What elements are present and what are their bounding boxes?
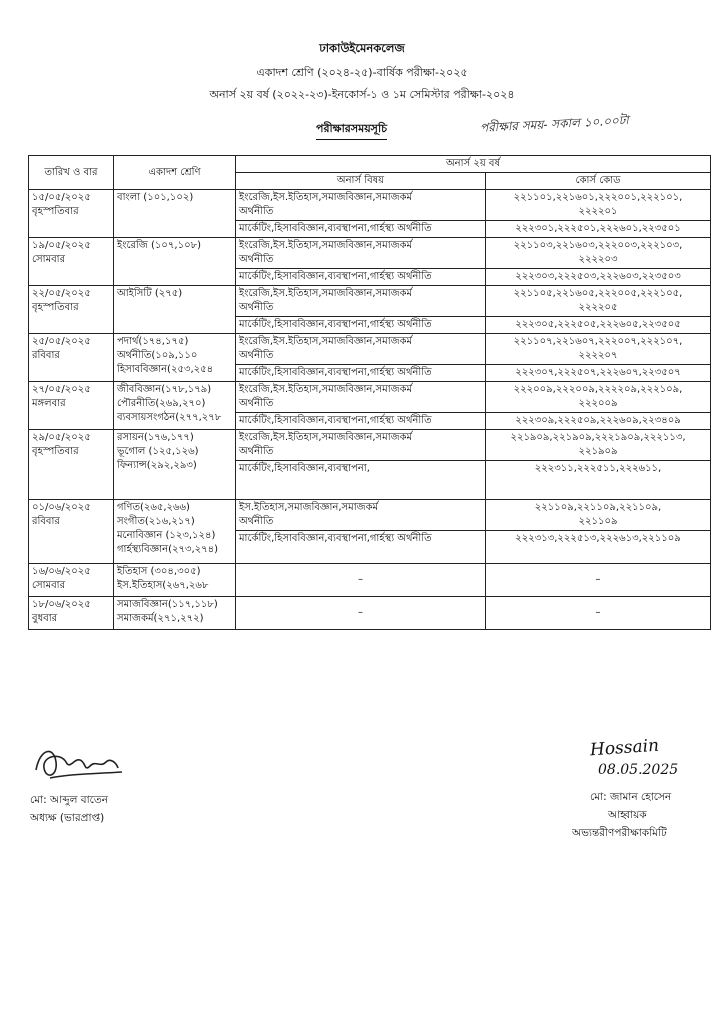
xi-subject-cell (114, 238, 236, 286)
cell-line: অর্থনীতি (239, 516, 274, 527)
course-code-cell (486, 238, 711, 269)
cell-line: ২২২৩১১,২২২৫১১,২২২৬১১, (534, 463, 662, 474)
cell-line: অর্থনীতি (239, 446, 274, 457)
exam-day: বৃহস্পতিবার (32, 302, 79, 313)
cell-line: মার্কেটিং,হিসাববিজ্ঞান,ব্যবস্থাপনা,গার্হস্থ্য অর্থনীতি (239, 533, 432, 544)
cell-line: রসায়ন(১৭৬,১৭৭) (117, 432, 194, 443)
cell-line: ২২১৯০৯ (578, 446, 618, 457)
course-code-cell (486, 286, 711, 317)
cell-line: ২২২২০১ (578, 206, 618, 217)
convener-handwritten-signature: Hossain (589, 735, 660, 761)
exam-date: ১৬/০৬/২০২৫ (32, 566, 91, 577)
cell-line: গণিত(২৬৫,২৬৬) (117, 502, 190, 513)
handwritten-time-note: পরীক্ষার সময়- সকাল ১০.০০টা (479, 113, 630, 135)
table-row (29, 597, 711, 630)
cell-line: অর্থনীতি (239, 398, 274, 409)
date-cell (29, 334, 114, 382)
college-name: ঢাকাউইমেনকলেজ (319, 41, 405, 55)
cell-line: সংগীত(২১৬,২১৭) (117, 516, 195, 527)
honours-subject-cell: – (236, 564, 486, 597)
honours-subject-cell (236, 413, 486, 430)
table-row (29, 190, 711, 221)
exam-date: ০১/০৬/২০২৫ (32, 502, 91, 513)
header-honours: অনার্স ২য় বর্ষ (236, 156, 711, 173)
exam-date: ১৯/০৫/২০২৫ (32, 240, 91, 251)
cell-line: ২২২৩০৩,২২২৫০৩,২২২৬০৩,২২৩৫০৩ (515, 271, 681, 282)
cell-line: ২২১১০৯,২২১১০৯,২২১১০৯, (534, 502, 662, 513)
cell-line: ইংরেজি,ইস.ইতিহাস,সমাজবিজ্ঞান,সমাজকর্ম (239, 192, 413, 203)
course-code-cell (486, 190, 711, 221)
exam-date: ১৮/০৬/২০২৫ (32, 599, 91, 610)
course-code-cell: – (486, 564, 711, 597)
cell-line: অর্থনীতি (239, 206, 274, 217)
date-cell (29, 382, 114, 430)
cell-line: ২২১৯০৯,২২১৯০৯,২২২১৯০৯,২২২১১৩, (510, 432, 686, 443)
honours-subject-cell (236, 221, 486, 238)
course-code-cell (486, 334, 711, 365)
cell-line: ২২১১০৩,২২১৬০৩,২২২০০৩,২২২১০৩, (513, 240, 683, 251)
principal-title: অধ্যক্ষ (ভারপ্রাপ্ত) (30, 812, 105, 824)
cell-line: ইস.ইতিহাস(২৬৭,২৬৮ (117, 580, 209, 591)
honours-subject-cell (236, 382, 486, 413)
honours-subject-cell (236, 531, 486, 564)
table-row (29, 500, 711, 531)
cell-line: জীববিজ্ঞান(১৭৮,১৭৯) (117, 384, 212, 395)
cell-line: ২২২২০৫ (578, 302, 618, 313)
header-date: তারিখ ও বার (29, 156, 114, 190)
committee-name: অভ্যন্তরীণপরীক্ষাকমিটি (572, 827, 667, 839)
cell-line: মার্কেটিং,হিসাববিজ্ঞান,ব্যবস্থাপনা,গার্হস্থ্য অর্থনীতি (239, 223, 432, 234)
date-cell (29, 564, 114, 597)
cell-line: ইংরেজি,ইস.ইতিহাস,সমাজবিজ্ঞান,সমাজকর্ম (239, 288, 413, 299)
course-code-cell (486, 413, 711, 430)
cell-line: ইংরেজি,ইস.ইতিহাস,সমাজবিজ্ঞান,সমাজকর্ম (239, 432, 413, 443)
exam-day: রবিবার (32, 516, 60, 527)
xi-subject-cell (114, 564, 236, 597)
exam-date: ২৯/০৫/২০২৫ (32, 432, 91, 443)
cell-line: ২২২৩০৯,২২২৫০৯,২২২৬০৯,২২৩৪০৯ (515, 415, 681, 426)
honours-subject-cell (236, 430, 486, 461)
honours-subject-cell (236, 334, 486, 365)
date-cell (29, 430, 114, 500)
cell-line: ২২২৩০৫,২২২৫০৫,২২২৬০৫,২২৩৫০৫ (515, 319, 681, 330)
convener-name: মো: জামান হোসেন (590, 791, 672, 803)
exam-line-honours: অনার্স ২য় বর্ষ (২০২২-২৩)-ইনকোর্স-১ ও ১ম সেমিস্টার পরীক্ষা-২০২৪ (209, 88, 515, 101)
cell-line: অর্থনীতি (239, 302, 274, 313)
cell-line: গার্হস্থ্যবিজ্ঞান(২৭৩,২৭৪) (117, 544, 219, 555)
cell-line: ২২১১০৯ (578, 516, 618, 527)
date-cell (29, 500, 114, 564)
course-code-cell (486, 365, 711, 382)
xi-subject-cell (114, 190, 236, 238)
exam-schedule-table (28, 155, 711, 630)
honours-subject-cell (236, 286, 486, 317)
cell-line: ইংরেজি,ইস.ইতিহাস,সমাজবিজ্ঞান,সমাজকর্ম (239, 336, 413, 347)
table-row (29, 286, 711, 317)
exam-day: বুধবার (32, 613, 58, 624)
exam-date: ২২/০৫/২০২৫ (32, 288, 91, 299)
cell-line: ইংরেজি,ইস.ইতিহাস,সমাজবিজ্ঞান,সমাজকর্ম (239, 384, 413, 395)
table-row (29, 382, 711, 413)
exam-day: সোমবার (32, 580, 66, 591)
honours-subject-cell (236, 500, 486, 531)
honours-subject-cell (236, 238, 486, 269)
convener-title: আহ্বায়ক (608, 809, 647, 821)
cell-line: বাংলা (১০১,১০২) (117, 192, 194, 203)
cell-line: মনোবিজ্ঞান (১২৩,১২৪) (117, 530, 216, 541)
cell-line: ইংরেজি,ইস.ইতিহাস,সমাজবিজ্ঞান,সমাজকর্ম (239, 240, 413, 251)
xi-subject-cell (114, 597, 236, 630)
xi-subject-cell (114, 430, 236, 500)
cell-line: ২২২৩০১,২২২৫০১,২২২৬০১,২২৩৫০১ (515, 223, 681, 234)
schedule-title: পরীক্ষারসময়সূচি (316, 120, 387, 140)
exam-day: বৃহস্পতিবার (32, 446, 79, 457)
date-cell (29, 597, 114, 630)
exam-date: ২৭/০৫/২০২৫ (32, 384, 91, 395)
honours-subject-cell (236, 365, 486, 382)
cell-line: ফিন্যান্স(২৯২,২৯৩) (117, 460, 197, 471)
header-code: কোর্স কোড (486, 173, 711, 190)
table-row (29, 430, 711, 461)
exam-day: সোমবার (32, 254, 66, 265)
principal-signature (30, 738, 130, 788)
cell-line: ২২২০০৯ (578, 398, 618, 409)
course-code-cell: – (486, 597, 711, 630)
cell-line: মার্কেটিং,হিসাববিজ্ঞান,ব্যবস্থাপনা, (239, 463, 370, 474)
course-code-cell (486, 221, 711, 238)
cell-line: ২২১১০১,২২১৬০১,২২২০০১,২২২১০১, (513, 192, 683, 203)
cell-line: সমাজকর্ম(২৭১,২৭২) (117, 613, 204, 624)
exam-line-xi: একাদশ শ্রেণি (২০২৪-২৫)-বার্ষিক পরীক্ষা-২০২৫ (256, 66, 468, 79)
xi-subject-cell (114, 334, 236, 382)
cell-line: ২২১১০৫,২২১৬০৫,২২২০০৫,২২২১০৫, (513, 288, 683, 299)
schedule-body (29, 190, 711, 630)
exam-day: মঙ্গলবার (32, 398, 66, 409)
cell-line: ২২২০০৯,২২২০০৯,২২২২০৯,২২২১০৯, (513, 384, 683, 395)
cell-line: অর্থনীতি (239, 350, 274, 361)
principal-name: মো: আব্দুল বাতেন (30, 794, 109, 806)
cell-line: মার্কেটিং,হিসাববিজ্ঞান,ব্যবস্থাপনা,গার্হস্থ্য অর্থনীতি (239, 367, 432, 378)
table-row (29, 238, 711, 269)
cell-line: ২২২৩১৩,২২২৫১৩,২২২৬১৩,২২১১০৯ (515, 533, 681, 544)
honours-subject-cell (236, 190, 486, 221)
cell-line: ২২২৩০৭,২২২৫০৭,২২২৬০৭,২২৩৫০৭ (515, 367, 681, 378)
cell-line: মার্কেটিং,হিসাববিজ্ঞান,ব্যবস্থাপনা,গার্হস্থ্য অর্থনীতি (239, 319, 432, 330)
cell-line: ইস.ইতিহাস,সমাজবিজ্ঞান,সমাজকর্ম (239, 502, 379, 513)
honours-subject-cell (236, 461, 486, 500)
course-code-cell (486, 382, 711, 413)
header-subject: অনার্স বিষয় (236, 173, 486, 190)
cell-line: পৌরনীতি(২৬৯,২৭০) (117, 398, 206, 409)
cell-line: মার্কেটিং,হিসাববিজ্ঞান,ব্যবস্থাপনা,গার্হস্থ্য অর্থনীতি (239, 415, 432, 426)
cell-line: ইতিহাস (৩০৪,৩০৫) (117, 566, 201, 577)
course-code-cell (486, 317, 711, 334)
exam-day: বৃহস্পতিবার (32, 206, 79, 217)
cell-line: হিসাববিজ্ঞান(২৫৩,২৫৪ (117, 364, 214, 375)
cell-line: ব্যবসায়সংগঠন(২৭৭,২৭৮ (117, 412, 222, 423)
table-row (29, 564, 711, 597)
header-xi: একাদশ শ্রেণি (114, 156, 236, 190)
honours-subject-cell (236, 269, 486, 286)
course-code-cell (486, 500, 711, 531)
xi-subject-cell (114, 500, 236, 564)
cell-line: আইসিটি (২৭৫) (117, 288, 183, 299)
exam-date: ২৫/০৫/২০২৫ (32, 336, 91, 347)
xi-subject-cell (114, 382, 236, 430)
table-row (29, 334, 711, 365)
cell-line: ভূগোল (১২৫,১২৬) (117, 446, 199, 457)
cell-line: সমাজবিজ্ঞান(১১৭,১১৮) (117, 599, 218, 610)
course-code-cell (486, 430, 711, 461)
date-cell (29, 286, 114, 334)
honours-subject-cell (236, 317, 486, 334)
date-cell (29, 190, 114, 238)
cell-line: মার্কেটিং,হিসাববিজ্ঞান,ব্যবস্থাপনা,গার্হস্থ্য অর্থনীতি (239, 271, 432, 282)
xi-subject-cell (114, 286, 236, 334)
cell-line: পদার্থ(১৭৪,১৭৫) (117, 336, 189, 347)
exam-date: ১৫/০৫/২০২৫ (32, 192, 91, 203)
cell-line: ইংরেজি (১০৭,১০৮) (117, 240, 201, 251)
course-code-cell (486, 269, 711, 286)
cell-line: ২২২২০৩ (578, 254, 618, 265)
convener-signature-date: 08.05.2025 (598, 762, 679, 778)
course-code-cell (486, 531, 711, 564)
cell-line: অর্থনীতি (239, 254, 274, 265)
cell-line: অর্থনীতি(১০৯,১১০ (117, 350, 198, 361)
exam-day: রবিবার (32, 350, 60, 361)
date-cell (29, 238, 114, 286)
honours-subject-cell: – (236, 597, 486, 630)
course-code-cell (486, 461, 711, 500)
cell-line: ২২১১০৭,২২১৬০৭,২২২০০৭,২২২১০৭, (513, 336, 683, 347)
cell-line: ২২২২০৭ (578, 350, 618, 361)
